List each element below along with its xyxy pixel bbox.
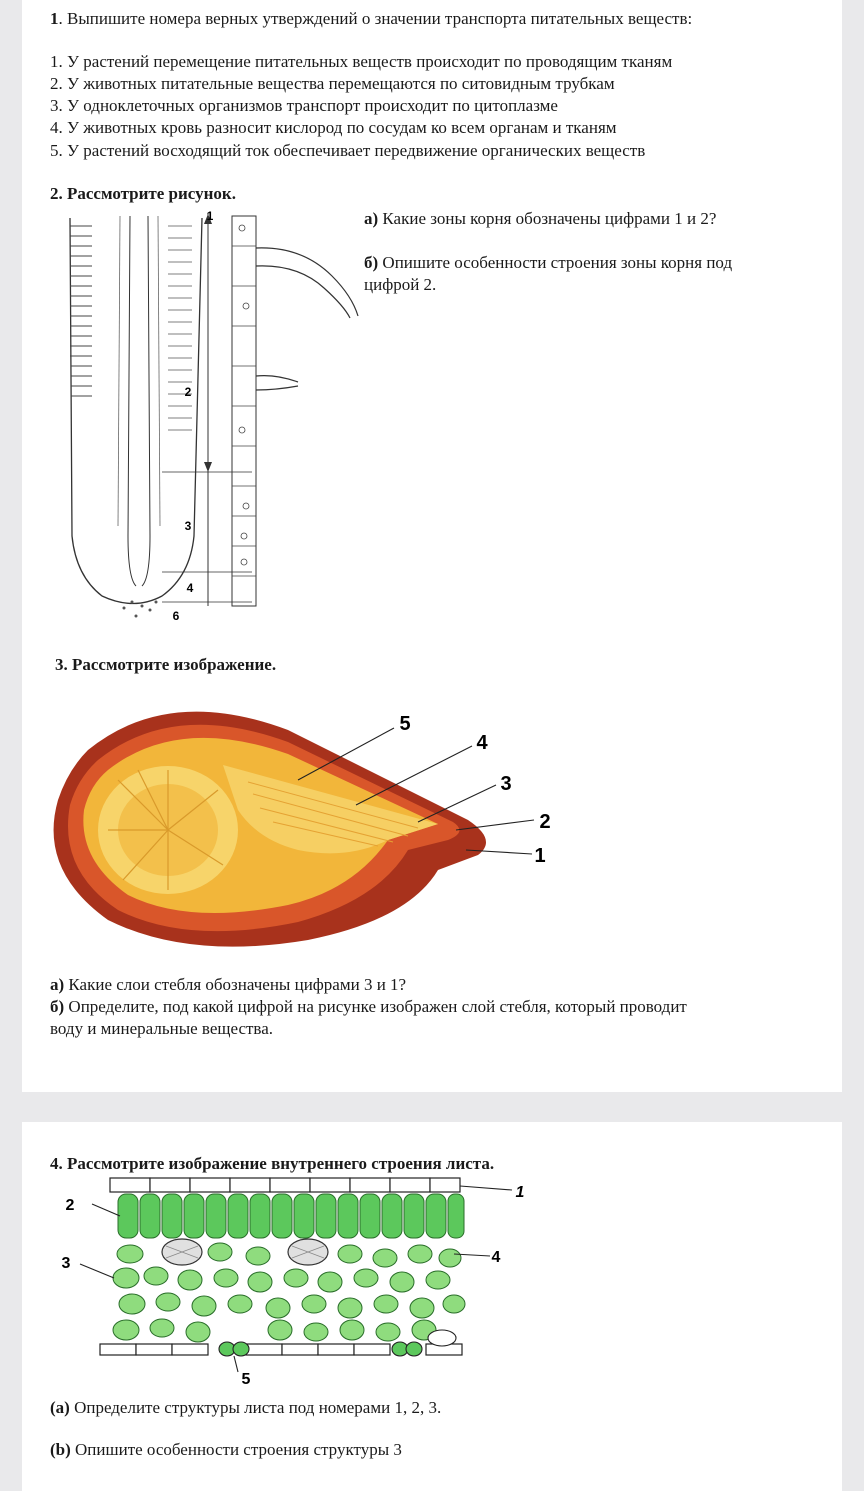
task1-item: 1. У растений перемещение питательных веществ происходит по проводящим тканям — [50, 52, 673, 71]
leaf-structure-label: 4 — [491, 1249, 501, 1266]
root-zone-label: 4 — [186, 581, 194, 595]
stem-layer-label: 3 — [500, 773, 512, 795]
task2-qa-text: Какие зоны корня обозначены цифрами 1 и 2? — [378, 209, 717, 228]
root-zone-label: 2 — [184, 385, 192, 399]
leaf-structure-label: 2 — [65, 1197, 75, 1214]
task1-title-text: . Выпишите номера верных утверждений о значении транспорта питательных веществ: — [58, 9, 693, 28]
task3-question-b — [50, 997, 687, 1017]
stem-layer-label: 5 — [399, 713, 411, 735]
task2-question-a — [364, 209, 716, 229]
task3-title: 3. Рассмотрите изображение. — [55, 655, 277, 674]
task1-item: 5. У растений восходящий ток обеспечивает передвижение органических веществ — [50, 141, 646, 160]
task4-qb-text: Опишите особенности строения структуры 3 — [70, 1440, 402, 1459]
leaf-structure-figure — [50, 1174, 570, 1394]
task1-item: 4. У животных кровь разносит кислород по сосудам ко всем органам и тканям — [50, 118, 617, 137]
task2-qb-line2: цифрой 2. — [364, 275, 437, 294]
leaf-structure-label: 5 — [241, 1371, 251, 1388]
task4-qb-prefix: (b) — [50, 1440, 71, 1459]
task1-item: 3. У одноклеточных организмов транспорт происходит по цитоплазме — [50, 96, 558, 115]
stem-layer-label: 1 — [534, 845, 546, 867]
leaf-structure-label: 3 — [61, 1255, 71, 1272]
task1-title — [50, 9, 692, 29]
stem-layer-label: 4 — [476, 732, 488, 754]
task1-number: 1 — [50, 9, 59, 28]
leaf-structure-label: 1 — [515, 1184, 525, 1201]
task2-qb-prefix: б) — [364, 253, 379, 272]
root-zones-figure — [62, 206, 362, 636]
task3-qa-prefix: а) — [50, 975, 65, 994]
task3-qb-line1: Определите, под какой цифрой на рисунке изображен слой стебля, который проводит — [64, 997, 687, 1016]
task1-item: 2. У животных питательные вещества перемещаются по ситовидным трубкам — [50, 74, 615, 93]
stem-layer-label: 2 — [539, 811, 551, 833]
worksheet-page-2 — [22, 1122, 842, 1491]
task3-qb-prefix: б) — [50, 997, 65, 1016]
task2-title: 2. Рассмотрите рисунок. — [50, 184, 236, 203]
task3-qa-text: Какие слои стебля обозначены цифрами 3 и 1? — [64, 975, 407, 994]
task4-qa-prefix: (a) — [50, 1398, 70, 1417]
root-zone-label: 1 — [206, 209, 214, 223]
task3-qb-line2: воду и минеральные вещества. — [50, 1019, 274, 1038]
task4-question-a — [50, 1398, 441, 1418]
worksheet-page-1 — [22, 0, 842, 1092]
task4-question-b — [50, 1440, 402, 1460]
root-zone-label: 3 — [184, 519, 192, 533]
task4-title: 4. Рассмотрите изображение внутреннего строения листа. — [50, 1154, 495, 1173]
task2-qb-line1: Опишите особенности строения зоны корня под — [378, 253, 733, 272]
stem-cross-section-figure — [48, 690, 568, 960]
task2-question-b — [364, 253, 732, 273]
task3-question-a — [50, 975, 406, 995]
task2-qa-prefix: а) — [364, 209, 379, 228]
task4-qa-text: Определите структуры листа под номерами 1, 2, 3. — [69, 1398, 442, 1417]
root-zone-label: 6 — [172, 609, 180, 623]
